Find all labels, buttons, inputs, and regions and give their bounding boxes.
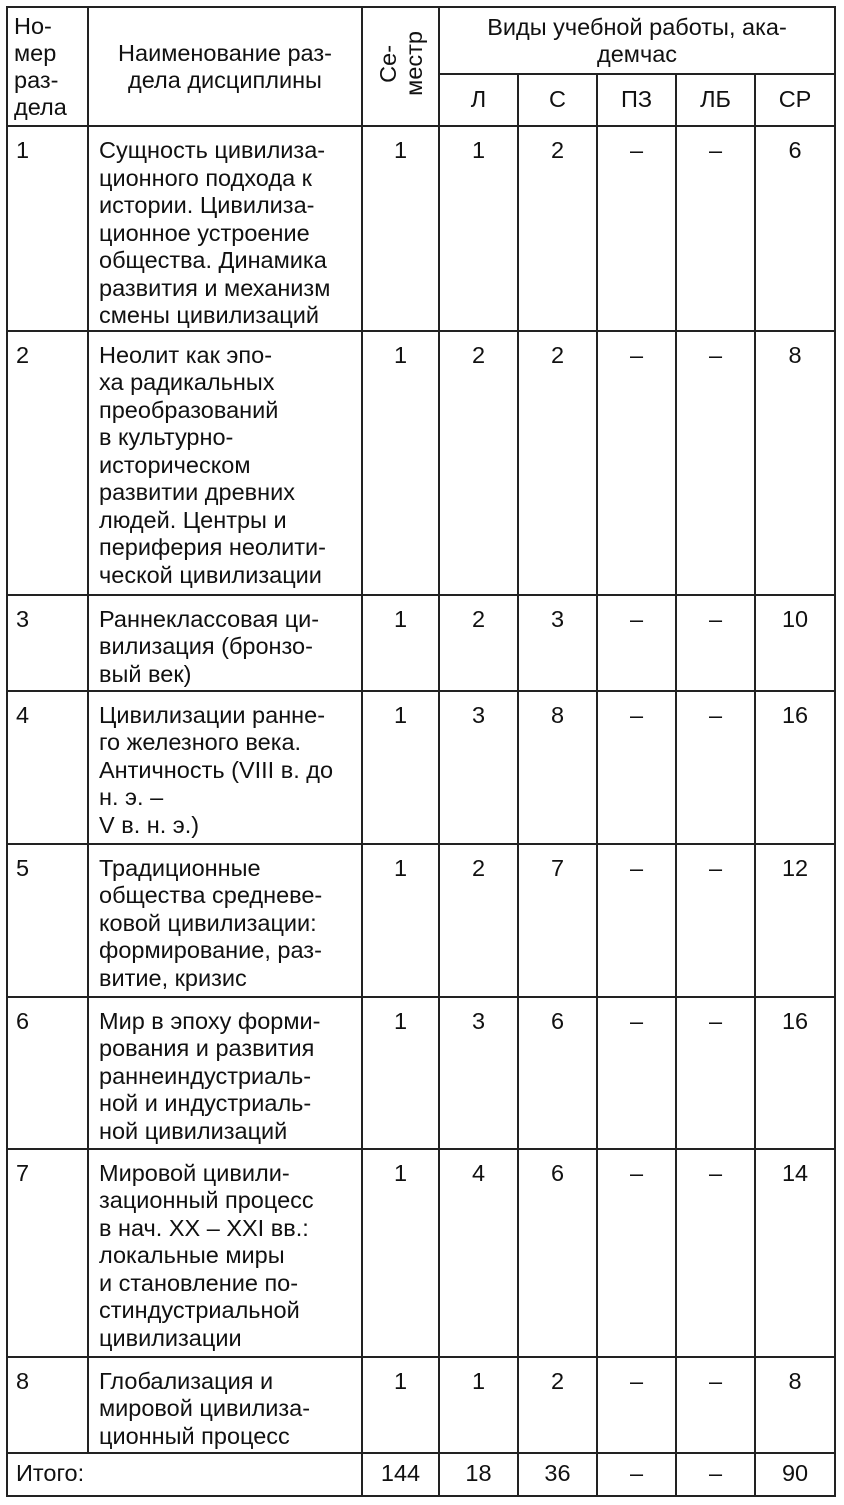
row-l: 2 — [439, 331, 518, 595]
row-lb: – — [676, 691, 755, 844]
section-name-line: Античность (VIII в. до — [99, 756, 334, 783]
row-pz: – — [597, 1149, 676, 1357]
table-row — [7, 691, 835, 844]
section-name-line: людей. Центры и — [99, 506, 287, 533]
header-number: Но- мер раз- дела — [7, 7, 88, 126]
header-col-sr: СР — [755, 74, 835, 126]
row-l: 1 — [439, 126, 518, 331]
section-name-line: ной и индустриаль- — [99, 1090, 312, 1116]
row-semester: 1 — [362, 997, 439, 1149]
row-sr: 6 — [755, 126, 835, 331]
row-sr: 8 — [755, 331, 835, 595]
curriculum-table — [6, 6, 836, 1497]
section-name-line: периферия неолити- — [99, 534, 327, 560]
section-name-line: Мировой цивили- — [99, 1159, 290, 1186]
section-name-line: стиндустриальной — [99, 1297, 300, 1323]
total-l: 18 — [439, 1453, 518, 1496]
row-pz: – — [597, 1357, 676, 1453]
section-name-line: вый век) — [99, 660, 192, 687]
row-sr: 14 — [755, 1149, 835, 1357]
row-pz: – — [597, 126, 676, 331]
row-sr: 8 — [755, 1357, 835, 1453]
row-lb: – — [676, 1357, 755, 1453]
row-section-name — [88, 691, 362, 844]
row-section-name — [88, 126, 362, 331]
row-s: 7 — [518, 844, 597, 997]
table-row — [7, 595, 835, 691]
section-name-line: ха радикальных — [99, 369, 275, 395]
table-row — [7, 997, 835, 1149]
table-row — [7, 1149, 835, 1357]
row-l: 2 — [439, 595, 518, 691]
section-name-line: и становление по- — [99, 1269, 299, 1296]
section-name-line: Неолит как эпо- — [99, 341, 273, 368]
total-lb: – — [676, 1453, 755, 1496]
row-section-name — [88, 1149, 362, 1357]
row-l: 2 — [439, 844, 518, 997]
row-lb: – — [676, 844, 755, 997]
section-name-line: ческой цивилизации — [99, 561, 322, 588]
total-pz: – — [597, 1453, 676, 1496]
row-semester: 1 — [362, 126, 439, 331]
row-l: 1 — [439, 1357, 518, 1453]
section-name-line: н. э. – — [99, 784, 164, 810]
row-l: 3 — [439, 997, 518, 1149]
section-name-line: рования и развития — [99, 1035, 315, 1061]
section-name-line: вилизация (бронзо- — [99, 633, 313, 659]
row-number: 6 — [7, 997, 88, 1149]
row-sr: 16 — [755, 997, 835, 1149]
row-s: 3 — [518, 595, 597, 691]
header-semester: Се- местр — [362, 7, 439, 126]
header-col-s: С — [518, 74, 597, 126]
section-name-line: Сущность цивилиза- — [99, 137, 326, 163]
section-name-line: го железного века. — [99, 729, 302, 755]
table-row — [7, 126, 835, 331]
section-name-line: Традиционные — [99, 854, 261, 881]
section-name-line: формирование, раз- — [99, 937, 322, 963]
header-col-l: Л — [439, 74, 518, 126]
table-row — [7, 331, 835, 595]
row-number: 3 — [7, 595, 88, 691]
row-section-name — [88, 331, 362, 595]
section-name-line: ковой цивилизации: — [99, 909, 317, 936]
row-sr: 12 — [755, 844, 835, 997]
section-name-line: общества средневе- — [99, 882, 323, 908]
row-s: 6 — [518, 997, 597, 1149]
row-number: 7 — [7, 1149, 88, 1357]
row-pz: – — [597, 595, 676, 691]
row-lb: – — [676, 595, 755, 691]
row-s: 2 — [518, 331, 597, 595]
section-name-line: витие, кризис — [99, 964, 247, 991]
section-name-line: ционный процесс — [99, 1422, 290, 1449]
section-name-line: цивилизации — [99, 1324, 242, 1351]
section-name-line: Глобализация и — [99, 1367, 274, 1394]
row-number: 1 — [7, 126, 88, 331]
header-col-pz: ПЗ — [597, 74, 676, 126]
section-name-line: Мир в эпоху форми- — [99, 1007, 321, 1034]
row-lb: – — [676, 1149, 755, 1357]
section-name-line: смены цивилизаций — [99, 302, 319, 328]
section-name-line: развития и механизм — [99, 274, 331, 301]
row-lb: – — [676, 126, 755, 331]
row-pz: – — [597, 331, 676, 595]
section-name-line: Раннеклассовая ци- — [99, 605, 320, 632]
section-name-line: раннеиндустриаль- — [99, 1062, 312, 1089]
section-name-line: истории. Цивилиза- — [99, 192, 315, 218]
row-section-name — [88, 1357, 362, 1453]
section-name-line: зационный процесс — [99, 1187, 314, 1213]
table-row — [7, 844, 835, 997]
header-row-top — [7, 7, 835, 74]
row-semester: 1 — [362, 844, 439, 997]
section-name-line: ной цивилизаций — [99, 1117, 288, 1144]
row-l: 4 — [439, 1149, 518, 1357]
row-semester: 1 — [362, 1149, 439, 1357]
row-pz: – — [597, 844, 676, 997]
total-s: 36 — [518, 1453, 597, 1496]
row-semester: 1 — [362, 331, 439, 595]
header-work-types: Виды учебной работы, ака- демчас — [439, 7, 835, 74]
row-l: 3 — [439, 691, 518, 844]
section-name-line: историческом — [99, 451, 251, 478]
section-name-line: развитии древних — [99, 479, 295, 505]
section-name-line: общества. Динамика — [99, 247, 327, 273]
row-pz: – — [597, 691, 676, 844]
section-name-line: ционное устроение — [99, 219, 310, 246]
section-name-line: мировой цивилиза- — [99, 1395, 311, 1421]
row-number: 5 — [7, 844, 88, 997]
row-sr: 16 — [755, 691, 835, 844]
table-row — [7, 1357, 835, 1453]
row-s: 2 — [518, 126, 597, 331]
row-number: 8 — [7, 1357, 88, 1453]
section-name-line: ционного подхода к — [99, 164, 312, 191]
row-section-name — [88, 844, 362, 997]
row-s: 2 — [518, 1357, 597, 1453]
section-name-line: в культурно- — [99, 424, 234, 450]
section-name-line: локальные миры — [99, 1242, 285, 1268]
total-semester: 144 — [362, 1453, 439, 1496]
section-name-line: в нач. XX – XXI вв.: — [99, 1214, 309, 1241]
row-sr: 10 — [755, 595, 835, 691]
row-s: 6 — [518, 1149, 597, 1357]
row-number: 2 — [7, 331, 88, 595]
header-name: Наименование раз- дела дисциплины — [88, 7, 362, 126]
row-lb: – — [676, 997, 755, 1149]
section-name-line: V в. н. э.) — [99, 811, 200, 838]
row-number: 4 — [7, 691, 88, 844]
row-s: 8 — [518, 691, 597, 844]
total-row — [7, 1453, 835, 1496]
total-sr: 90 — [755, 1453, 835, 1496]
row-lb: – — [676, 331, 755, 595]
total-label: Итого: — [7, 1453, 362, 1496]
header-col-lb: ЛБ — [676, 74, 755, 126]
section-name-line: Цивилизации ранне- — [99, 701, 326, 728]
row-section-name — [88, 595, 362, 691]
row-semester: 1 — [362, 1357, 439, 1453]
row-section-name — [88, 997, 362, 1149]
row-pz: – — [597, 997, 676, 1149]
row-semester: 1 — [362, 691, 439, 844]
row-semester: 1 — [362, 595, 439, 691]
section-name-line: преобразований — [99, 396, 279, 423]
